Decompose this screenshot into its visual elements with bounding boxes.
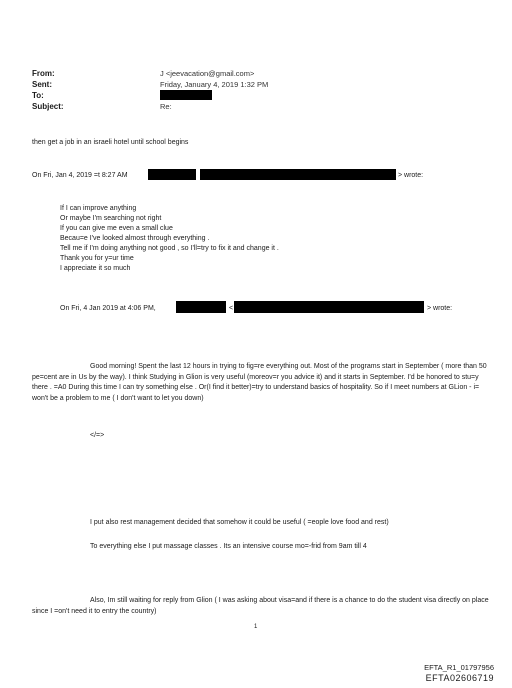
- quote1-intro: On Fri, Jan 4, 2019 =t 8:27 AM: [32, 172, 128, 179]
- body-paragraph: Good morning! Spent the last 12 hours in trying to fig=re everything out. Most of the programs start in September ( more than 50 pe=cent are in Us by the way). I think Studying in Glion is very useful (moreov=r you advice it) and it starts in September. I'd be honored to stu=y there . =A0 During this time I can try something else . Or(I find it better)=try to understand basics of hospitality. So if I meet numbers at GLion - i= won't be a problem to me ( I don't want to let you down): [32, 363, 487, 402]
- quote1-line: Tell me if I'm doing anything not good , so I'll=try to fix it and change it .: [60, 245, 279, 252]
- quote1-line: I appreciate it so much: [60, 265, 131, 272]
- html-tag-text: </=>: [90, 432, 105, 439]
- page-number: 1: [254, 624, 258, 630]
- from-value: J <jeevacation@gmail.com>: [160, 69, 255, 78]
- quote1-line: Thank you for y=ur time: [60, 255, 134, 262]
- body-paragraph: Also, Im still waiting for reply from Glion ( I was asking about visa=and if there is a chance to do the student visa directly on place since I =on't need it to entry the country): [32, 597, 489, 615]
- footer-ref-1: EFTA_R1_01797956: [424, 663, 494, 672]
- quote1-line: Or maybe I'm searching not right: [60, 215, 162, 222]
- sent-value: Friday, January 4, 2019 1:32 PM: [160, 80, 269, 89]
- reply-text: then get a job in an israeli hotel until school begins: [32, 139, 189, 146]
- quote2-lt: <: [229, 305, 234, 312]
- redaction-box: [234, 301, 424, 313]
- redaction-box: [200, 169, 396, 180]
- quote1-line: If I can improve anything: [60, 205, 137, 212]
- quote1-lines: [60, 204, 279, 274]
- sent-label: Sent:: [32, 80, 52, 89]
- body-paragraph: I put also rest management decided that somehow it could be useful ( =eople love food and rest): [90, 519, 389, 526]
- to-label: To:: [32, 91, 44, 100]
- subject-value: Re:: [160, 102, 172, 111]
- footer-ref-2: EFTA02606719: [425, 673, 494, 683]
- redaction-box: [148, 169, 196, 180]
- quote1-line: If you can give me even a small clue: [60, 225, 173, 232]
- quote1-line: Becau=e I've looked almost through everything .: [60, 235, 210, 242]
- body-paragraph: To everything else I put massage classes . Its an intensive course mo=-frid from 9am till 4: [90, 543, 367, 550]
- redaction-box: [176, 301, 226, 313]
- quote1-wrote: > wrote:: [398, 172, 424, 179]
- redaction-box: [160, 90, 212, 100]
- from-label: From:: [32, 69, 55, 78]
- quote2-wrote: > wrote:: [427, 305, 453, 312]
- quote2-intro: On Fri, 4 Jan 2019 at 4:06 PM,: [60, 305, 156, 312]
- subject-label: Subject:: [32, 102, 64, 111]
